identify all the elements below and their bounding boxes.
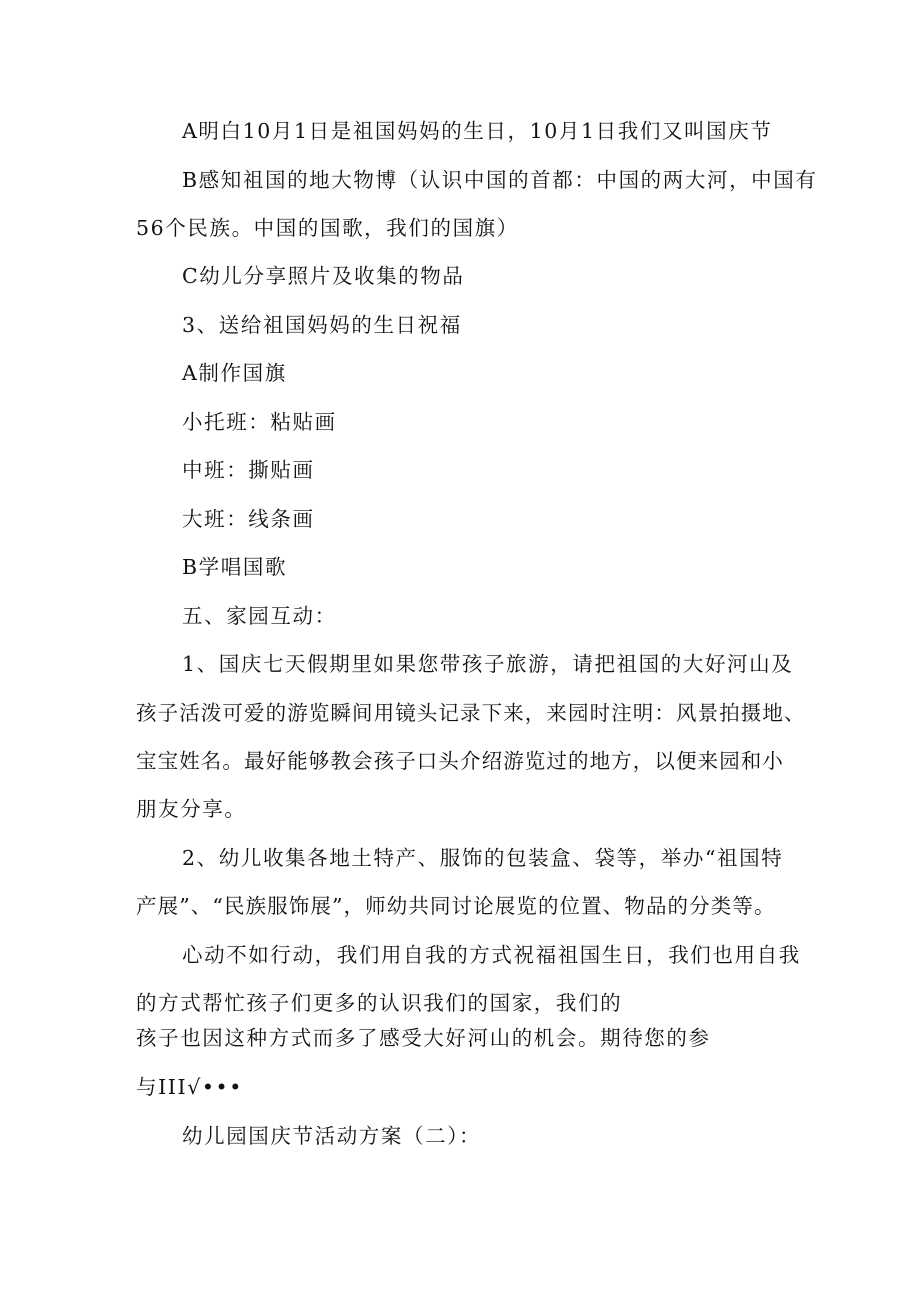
text-line-item-1: 1、国庆七天假期里如果您带孩子旅游，请把祖国的大好河山及 [182, 652, 794, 676]
section-heading-plan-two: 幼儿园国庆节活动方案（二）： [182, 1124, 482, 1148]
text-line-section-3: 3、送给祖国妈妈的生日祝福 [182, 313, 462, 337]
text-line-closing-cont-2: 孩子也因这种方式而多了感受大好河山的机会。期待您的参 [136, 1026, 711, 1050]
text-line-make-flag: A制作国旗 [182, 361, 287, 385]
text-line-closing: 心动不如行动，我们用自我的方式祝福祖国生日，我们也用自我 [182, 943, 801, 967]
section-heading-home-school: 五、家园互动： [182, 604, 337, 628]
text-line-item-2-cont: 产展”、“民族服饰展”，师幼共同讨论展览的位置、物品的分类等。 [136, 894, 776, 918]
text-line-item-1-cont-1: 孩子活泼可爱的游览瞬间用镜头记录下来，来园时注明：风景拍摄地、 [136, 701, 806, 725]
text-line-goal-a: A明白10月1日是祖国妈妈的生日，10月1日我们又叫国庆节 [182, 119, 773, 143]
text-line-goal-b: B感知祖国的地大物博（认识中国的首都：中国的两大河，中国有 [182, 168, 818, 192]
text-line-closing-cont-3: 与III√••• [136, 1075, 243, 1099]
text-line-senior-class: 大班：线条画 [182, 507, 315, 531]
text-line-item-1-cont-2: 宝宝姓名。最好能够教会孩子口头介绍游览过的地方，以便来园和小 [136, 749, 784, 773]
text-line-learn-anthem: B学唱国歌 [182, 555, 288, 579]
text-line-item-1-cont-3: 朋友分享。 [136, 797, 247, 821]
text-line-middle-class: 中班：撕贴画 [182, 458, 315, 482]
text-line-goal-c: C幼儿分享照片及收集的物品 [182, 264, 465, 288]
text-line-nursery-class: 小托班：粘贴画 [182, 410, 337, 434]
text-line-closing-cont-1: 的方式帮忙孩子们更多的认识我们的国家，我们的 [136, 991, 623, 1015]
text-line-goal-b-cont: 56个民族。中国的国歌，我们的国旗） [136, 216, 519, 240]
text-line-item-2: 2、幼儿收集各地土特产、服饰的包装盒、袋等，举办“祖国特 [182, 846, 784, 870]
